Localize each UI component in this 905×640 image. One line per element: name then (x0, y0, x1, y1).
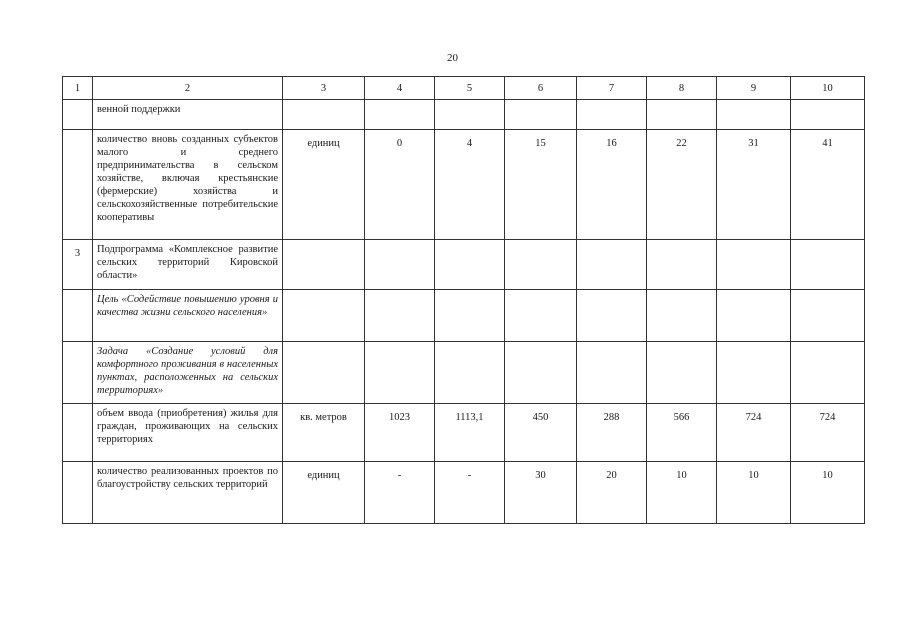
value-cell: 566 (647, 404, 717, 462)
value-cell: 30 (505, 462, 577, 524)
row-index-cell (63, 130, 93, 240)
unit-cell (283, 342, 365, 404)
value-cell: 1023 (365, 404, 435, 462)
value-cell (577, 342, 647, 404)
table-row (63, 240, 865, 290)
value-cell (365, 240, 435, 290)
value-cell (647, 240, 717, 290)
value-cell (791, 290, 865, 342)
unit-cell (283, 100, 365, 130)
row-index-cell (63, 404, 93, 462)
value-cell: 4 (435, 130, 505, 240)
header-cell: 5 (435, 77, 505, 100)
unit-cell: единиц (283, 462, 365, 524)
value-cell (435, 240, 505, 290)
value-cell: 16 (577, 130, 647, 240)
value-cell (435, 342, 505, 404)
header-cell: 4 (365, 77, 435, 100)
value-cell (577, 100, 647, 130)
value-cell: - (365, 462, 435, 524)
value-cell (505, 100, 577, 130)
value-cell: 724 (717, 404, 791, 462)
value-cell (791, 342, 865, 404)
table-row (63, 100, 865, 130)
indicator-name-cell: объем ввода (приобретения) жилья для граждан, проживающих на сельских территориях (93, 404, 283, 462)
indicators-table (62, 76, 865, 524)
value-cell (365, 290, 435, 342)
value-cell (791, 240, 865, 290)
unit-cell: кв. метров (283, 404, 365, 462)
row-index-cell (63, 342, 93, 404)
value-cell (577, 290, 647, 342)
value-cell (505, 342, 577, 404)
header-cell: 3 (283, 77, 365, 100)
value-cell: 10 (647, 462, 717, 524)
value-cell (791, 100, 865, 130)
value-cell (647, 290, 717, 342)
value-cell: 10 (717, 462, 791, 524)
value-cell (435, 290, 505, 342)
row-index-cell (63, 290, 93, 342)
value-cell (365, 342, 435, 404)
row-index-cell (63, 100, 93, 130)
unit-cell: единиц (283, 130, 365, 240)
header-cell: 1 (63, 77, 93, 100)
value-cell (717, 240, 791, 290)
value-cell: 450 (505, 404, 577, 462)
value-cell (647, 100, 717, 130)
row-index-cell: 3 (63, 240, 93, 290)
value-cell: 15 (505, 130, 577, 240)
header-cell: 8 (647, 77, 717, 100)
value-cell (717, 290, 791, 342)
value-cell: 20 (577, 462, 647, 524)
header-row (63, 77, 865, 100)
value-cell: 31 (717, 130, 791, 240)
value-cell: 288 (577, 404, 647, 462)
value-cell: 41 (791, 130, 865, 240)
value-cell (647, 342, 717, 404)
page-number: 20 (447, 52, 458, 64)
indicator-name-cell: венной поддержки (93, 100, 283, 130)
header-cell: 2 (93, 77, 283, 100)
table-row (63, 342, 865, 404)
value-cell (365, 100, 435, 130)
indicator-name-cell: Задача «Создание условий для комфортного проживания в населенных пунктах, расположенных на сельских территориях» (93, 342, 283, 404)
value-cell (717, 342, 791, 404)
value-cell: 22 (647, 130, 717, 240)
value-cell (435, 100, 505, 130)
row-index-cell (63, 462, 93, 524)
value-cell: - (435, 462, 505, 524)
header-cell: 7 (577, 77, 647, 100)
table-row (63, 290, 865, 342)
unit-cell (283, 240, 365, 290)
header-cell: 6 (505, 77, 577, 100)
table-row (63, 130, 865, 240)
value-cell (577, 240, 647, 290)
value-cell: 10 (791, 462, 865, 524)
value-cell: 0 (365, 130, 435, 240)
header-cell: 10 (791, 77, 865, 100)
indicator-name-cell: Подпрограмма «Комплексное развитие сельских территорий Кировской области» (93, 240, 283, 290)
value-cell: 1113,1 (435, 404, 505, 462)
indicator-name-cell: Цель «Содействие повышению уровня и качества жизни сельского населения» (93, 290, 283, 342)
value-cell (505, 290, 577, 342)
header-cell: 9 (717, 77, 791, 100)
table-row (63, 462, 865, 524)
unit-cell (283, 290, 365, 342)
table-row (63, 404, 865, 462)
value-cell (505, 240, 577, 290)
value-cell: 724 (791, 404, 865, 462)
indicator-name-cell: количество реализованных проектов по благоустройству сельских территорий (93, 462, 283, 524)
indicator-name-cell: количество вновь созданных субъектов малого и среднего предпринимательства в сельском хозяйстве, включая крестьянские (фермерские) хозяйства и сельскохозяйственные потребительские кооперативы (93, 130, 283, 240)
value-cell (717, 100, 791, 130)
